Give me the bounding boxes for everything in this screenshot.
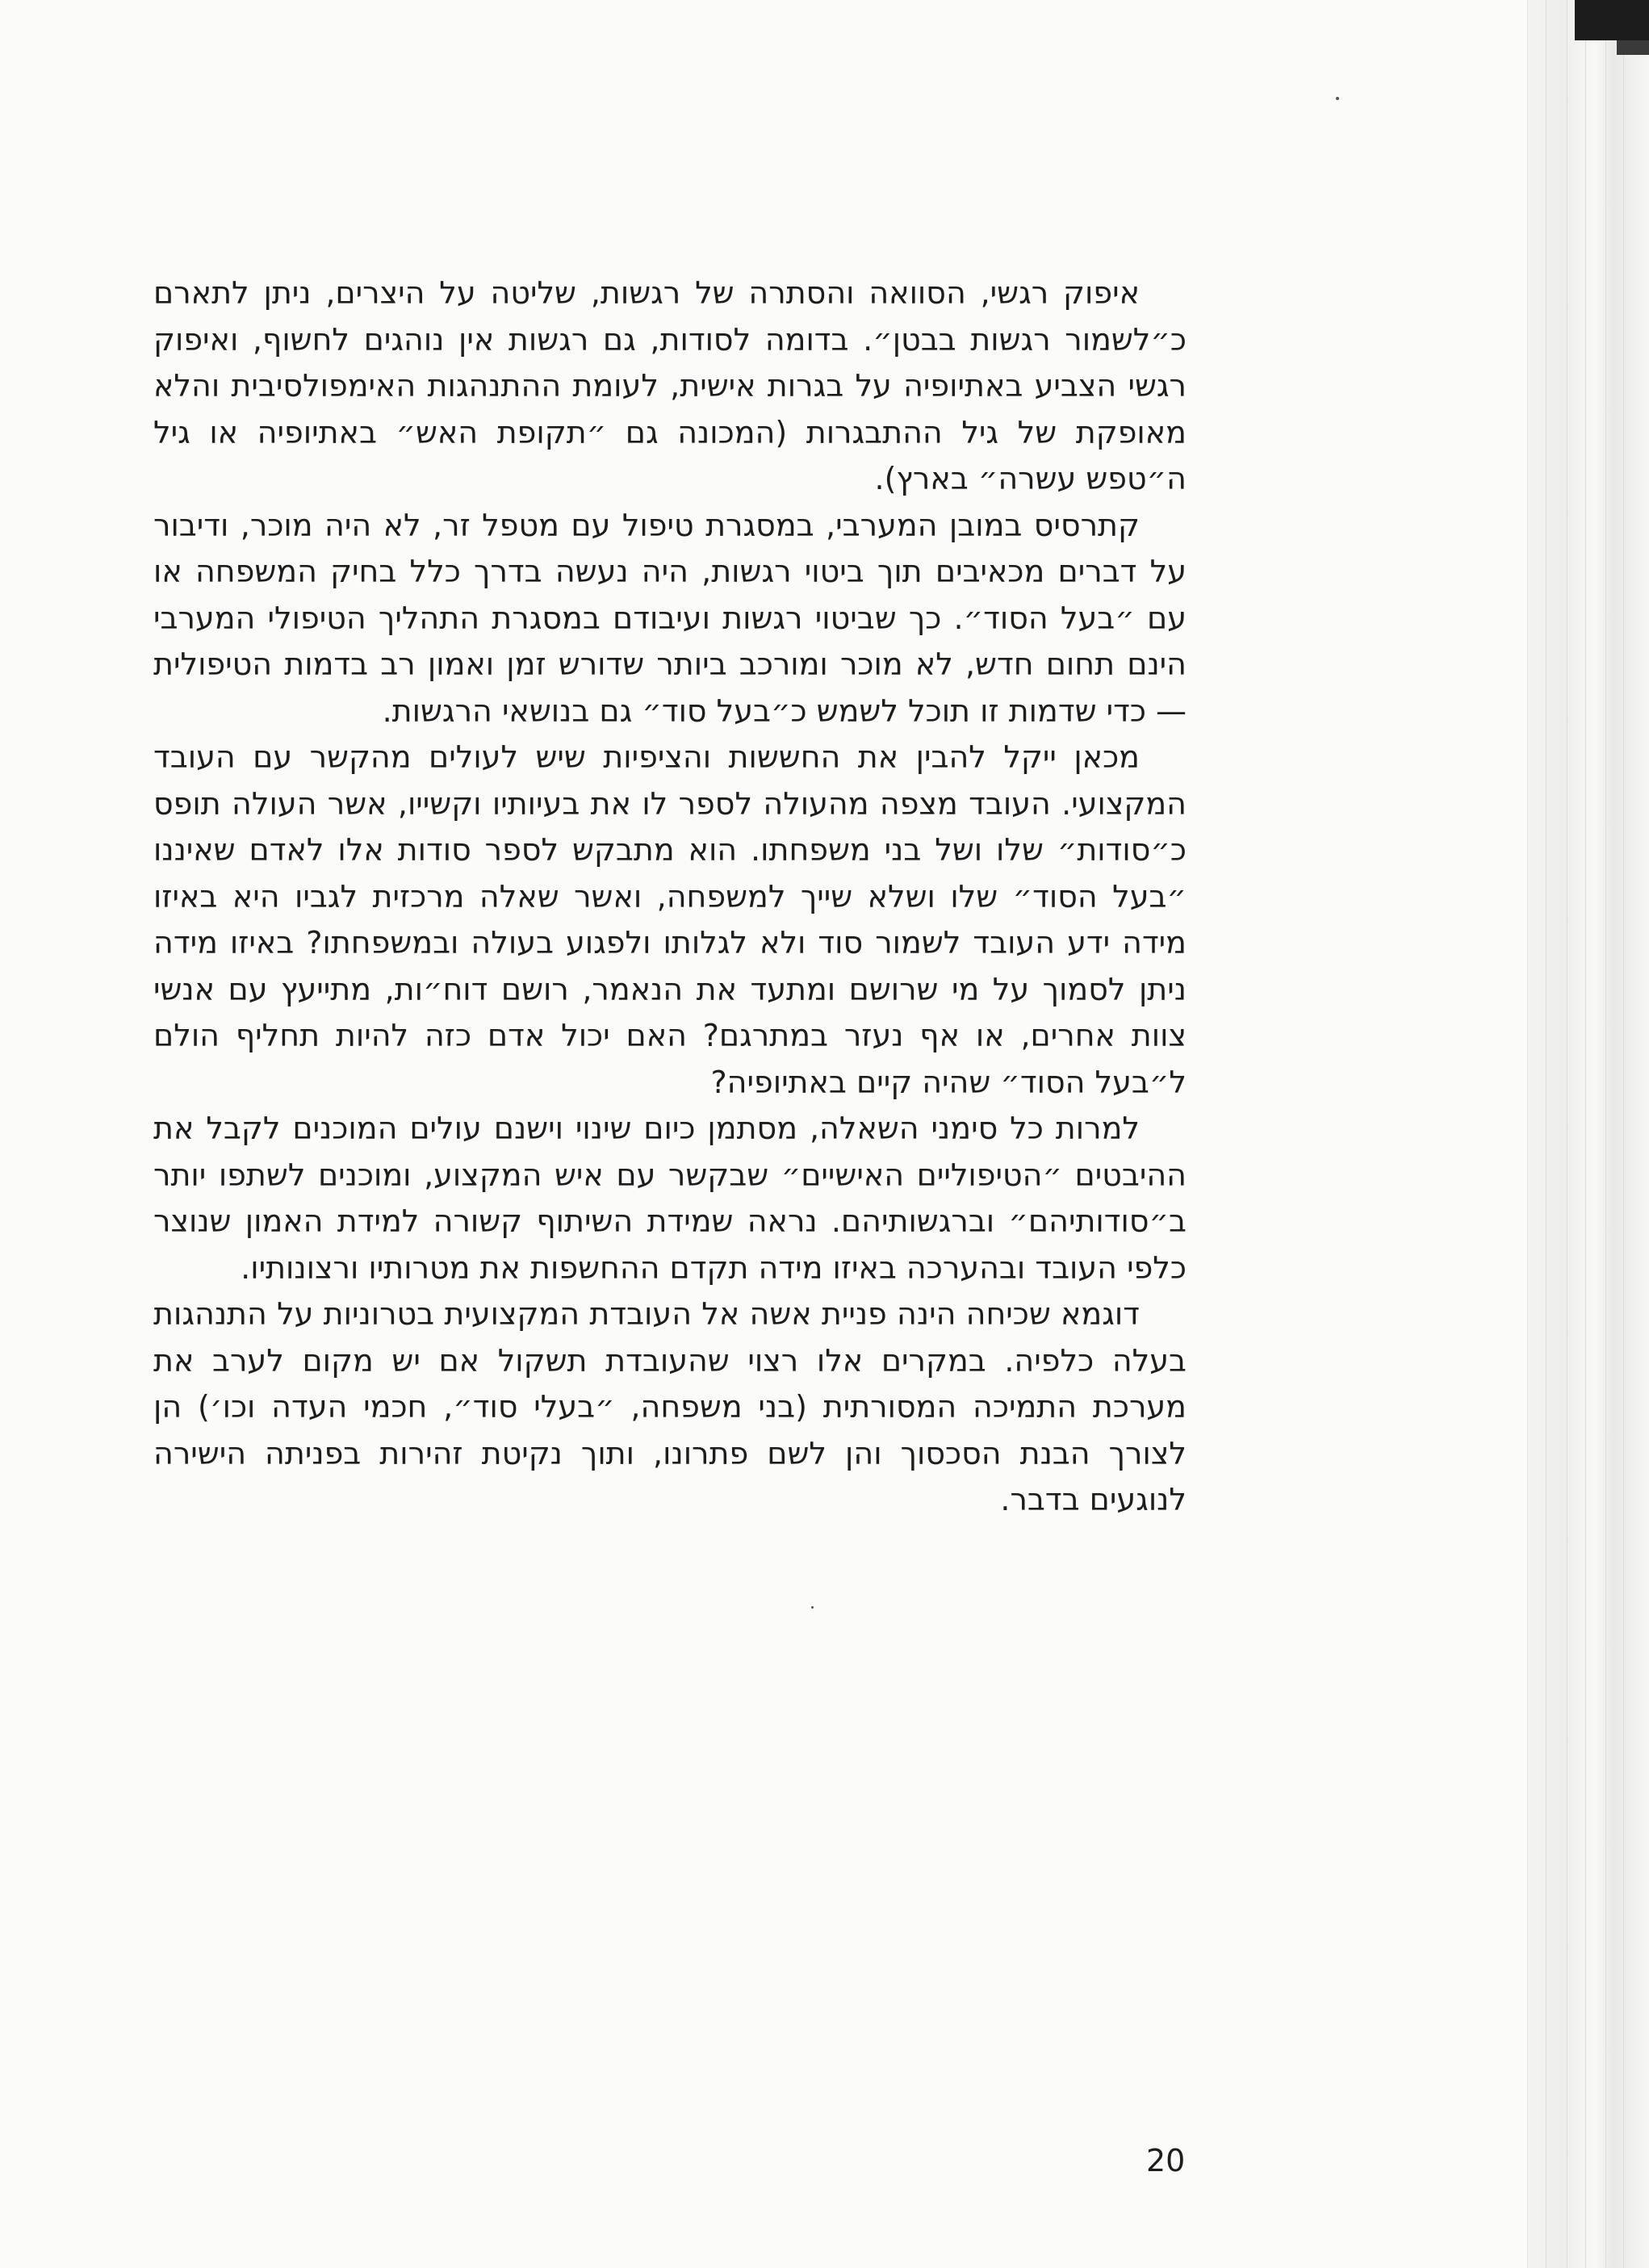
scan-corner (1575, 0, 1649, 40)
scan-speck (1336, 97, 1339, 100)
paragraph: קתרסיס במובן המערבי, במסגרת טיפול עם מטפל זר, לא היה מוכר, ודיבור על דברים מכאיבים תוך ביטוי רגשות, היה נעשה בדרך כלל בחיק המשפחה או עם ״בעל הסוד״. כך שביטוי רגשות ועיבודם במסגרת התהליך הטיפולי המערבי הינם תחום חדש, לא מוכר ומורכב ביותר שדורש זמן ואמון רב בדמות הטיפולית — כדי שדמות זו תוכל לשמש כ״בעל סוד״ גם בנושאי הרגשות. (153, 507, 1187, 729)
page-edge-stack (1527, 0, 1649, 2268)
paragraph: איפוק רגשי, הסוואה והסתרה של רגשות, שליטה על היצרים, ניתן לתארם כ״לשמור רגשות בבטן״. בדומה לסודות, גם רגשות אין נוהגים לחשוף, ואיפוק רגשי הצביע באתיופיה על בגרות אישית, לעומת ההתנהגות האימפולסיבית והלא מאופקת של גיל ההתבגרות (המכונה גם ״תקופת האש״ באתיופיה או גיל ה״טפש עשרה״ בארץ). (153, 275, 1187, 496)
paragraph: דוגמא שכיחה הינה פניית אשה אל העובדת המקצועית בטרוניות על התנהגות בעלה כלפיה. במקרים אלו רצוי שהעובדת תשקול אם יש מקום לערב את מערכת התמיכה המסורתית (בני משפחה, ״בעלי סוד״, חכמי העדה וכו׳) הן לצורך הבנת הסכסוך והן לשם פתרונו, ותוך נקיטת זהירות בפניתה הישירה לנוגעים בדבר. (153, 1296, 1187, 1517)
scan-speck (811, 1606, 814, 1609)
paragraph: מכאן ייקל להבין את החששות והציפיות שיש לעולים מהקשר עם העובד המקצועי. העובד מצפה מהעולה לספר לו את בעיותיו וקשייו, אשר העולה תופס כ״סודות״ שלו ושל בני משפחתו. הוא מתבקש לספר סודות אלו לאדם שאיננו ״בעל הסוד״ שלו ושלא שייך למשפחה, ואשר שאלה מרכזית לגביו היא באיזו מידה ידע העובד לשמור סוד ולא לגלותו ולפגוע בעולה ובמשפחתו? באיזו מידה ניתן לסמוך על מי שרושם ומתעד את הנאמר, רושם דוח״ות, מתייעץ עם אנשי צוות אחרים, או אף נעזר במתרגם? האם יכול אדם כזה להיות תחליף הולם ל״בעל הסוד״ שהיה קיים באתיופיה? (153, 739, 1187, 1100)
scan-corner-shadow (1617, 40, 1649, 55)
page-number: 20 (1146, 2143, 1186, 2178)
paragraph: למרות כל סימני השאלה, מסתמן כיום שינוי וישנם עולים המוכנים לקבל את ההיבטים ״הטיפוליים האישיים״ שבקשר עם איש המקצוע, ומוכנים לשתפו יותר ב״סודותיהם״ וברגשותיהם. נראה שמידת השיתוף קשורה למידת האמון שנוצר כלפי העובד ובהערכה באיזו מידה תקדם ההחשפות את מטרותיו ורצונותיו. (153, 1111, 1187, 1286)
body-text (153, 270, 1187, 1524)
